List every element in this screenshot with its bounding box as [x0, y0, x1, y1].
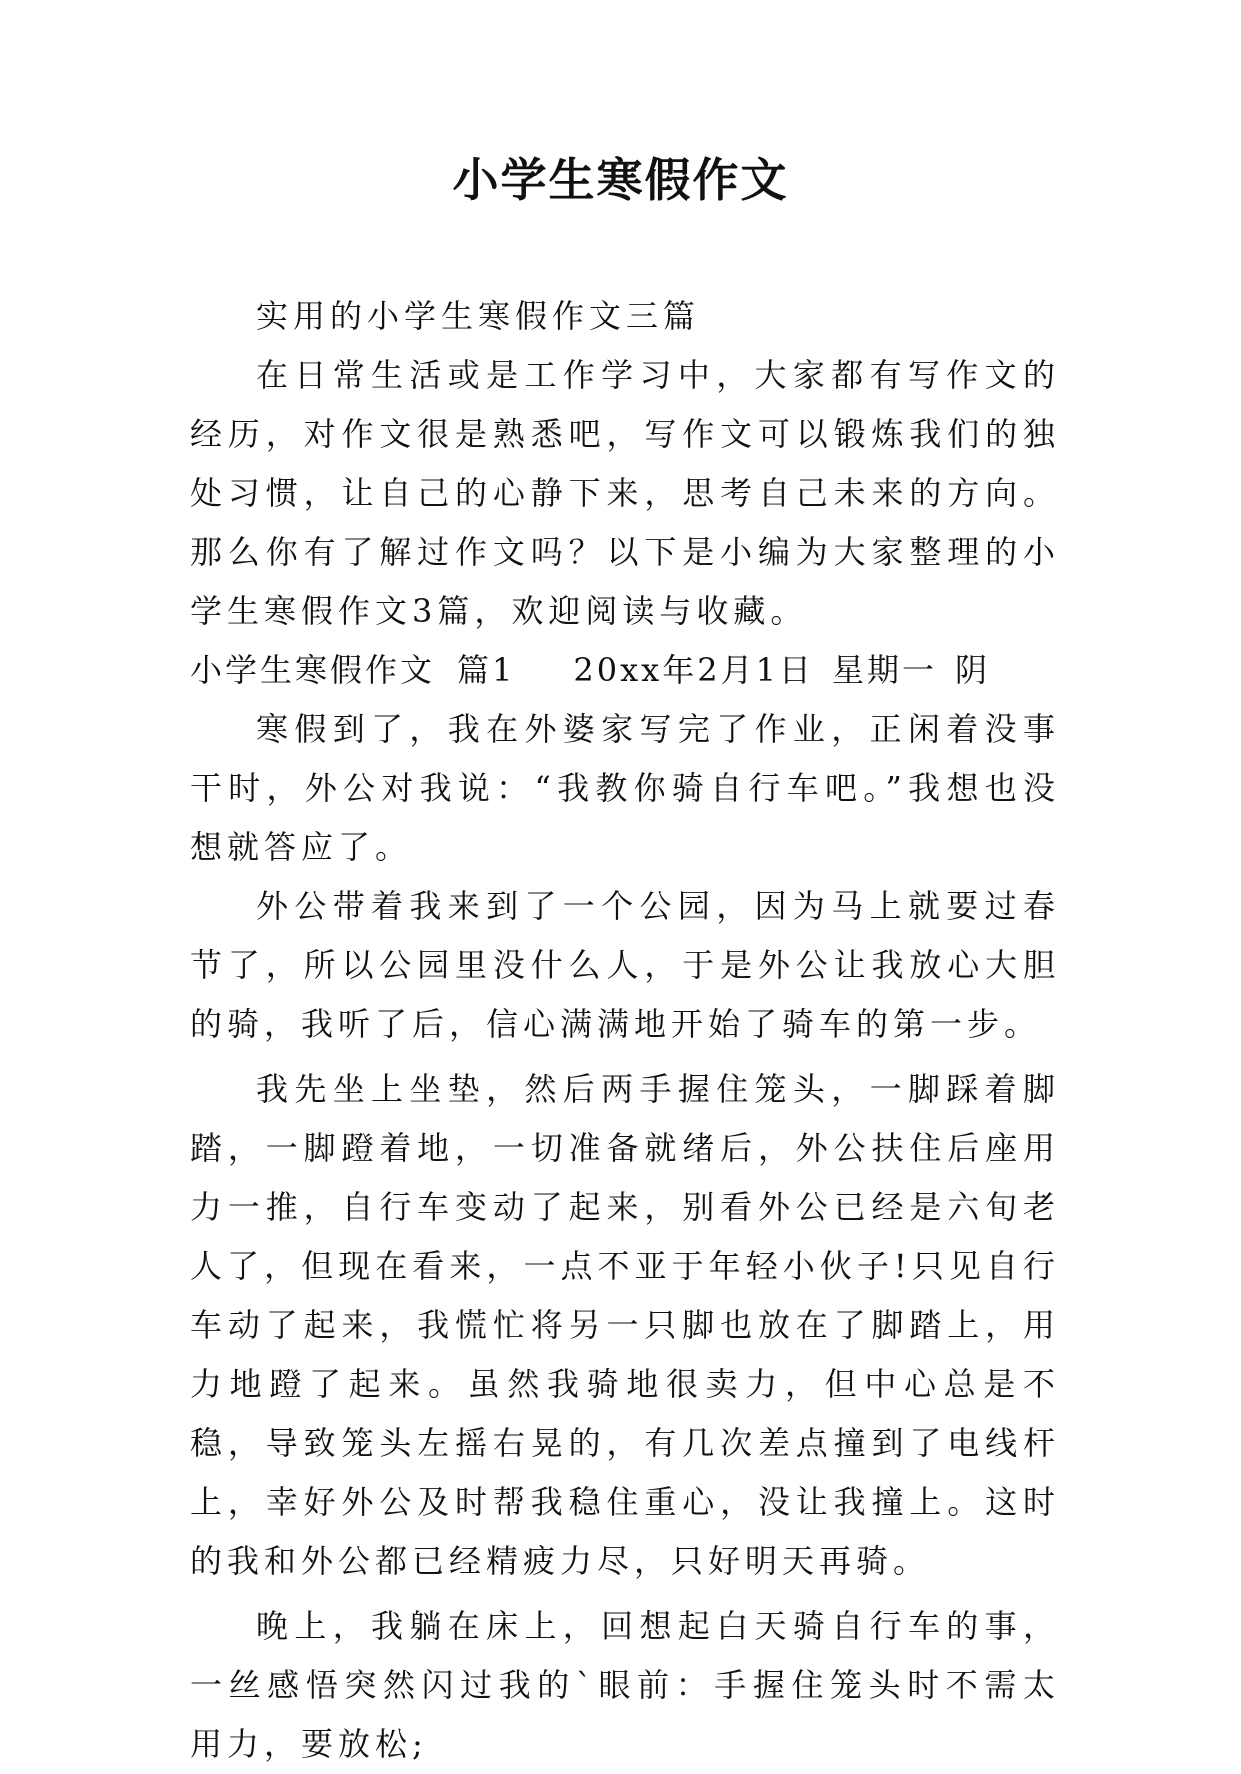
essay-paragraph: 外公带着我来到了一个公园，因为马上就要过春节了，所以公园里没什么人，于是外公让我放心大胆的骑，我听了后，信心满满地开始了骑车的第一步。: [190, 887, 1060, 1043]
essay-weekday: 星期一: [831, 651, 937, 689]
essay-paragraph: 我先坐上坐垫，然后两手握住笼头，一脚踩着脚踏，一脚蹬着地，一切准备就绪后，外公扶住后座用力一推，自行车变动了起来，别看外公已经是六旬老人了，但现在看来，一点不亚于年轻小伙子!只见自行车动了起来，我慌忙将另一只脚也放在了脚踏上，用力地蹬了起来。虽然我骑地很卖力，但中心总是不稳，导致笼头左摇右晃的，有几次差点撞到了电线杆上，幸好外公及时帮我稳住重心，没让我撞上。这时的我和外公都已经精疲力尽，只好明天再骑。: [190, 1070, 1060, 1580]
essay-number: 篇1: [457, 651, 516, 689]
intro-paragraph: 在日常生活或是工作学习中，大家都有写作文的经历，对作文很是熟悉吧，写作文可以锻炼我们的独处习惯，让自己的心静下来，思考自己未来的方向。那么你有了解过作文吗？以下是小编为大家整理的小学生寒假作文3篇，欢迎阅读与收藏。: [190, 356, 1060, 630]
essay-heading: [190, 641, 1060, 700]
document-body: [190, 287, 1060, 1774]
essay-label: 小学生寒假作文: [190, 651, 436, 689]
essay-weather: 阴: [954, 651, 990, 689]
essay-paragraph: 寒假到了，我在外婆家写完了作业，正闲着没事干时，外公对我说：“我教你骑自行车吧。”我想也没想就答应了。: [190, 710, 1060, 866]
essay-paragraph: 晚上，我躺在床上，回想起白天骑自行车的事，一丝感悟突然闪过我的`眼前：手握住笼头时不需太用力，要放松;: [190, 1607, 1060, 1763]
page-title: 小学生寒假作文: [452, 153, 789, 207]
subtitle: 实用的小学生寒假作文三篇: [256, 297, 701, 335]
essay-date: 20xx年2月1日: [573, 651, 814, 689]
